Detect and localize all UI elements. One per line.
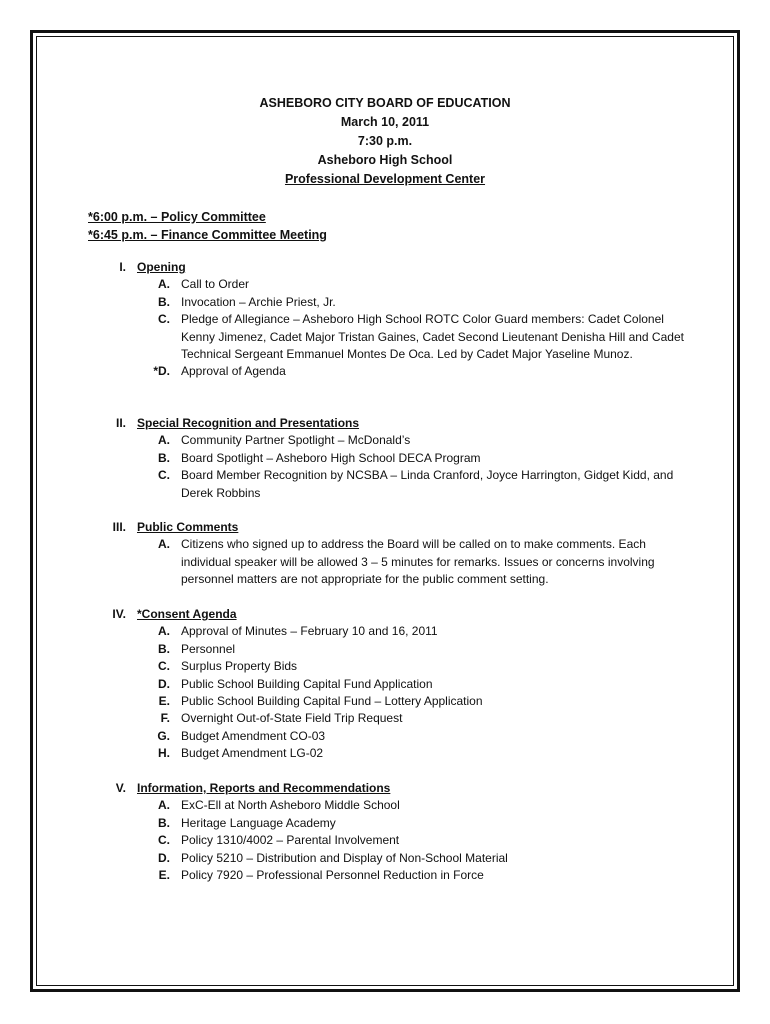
item-text: Policy 5210 – Distribution and Display of Non-School Material xyxy=(181,850,508,865)
item-text: Approval of Agenda xyxy=(181,364,286,379)
agenda-section-opening xyxy=(0,259,770,381)
agenda-item xyxy=(0,658,770,675)
agenda-item xyxy=(0,641,770,658)
item-text: Pledge of Allegiance – Asheboro High School ROTC Color Guard members: Cadet Colonel Kenny Jimenez, Cadet Major Tristan Gaines, Cadet Second Lieutenant Denisha Hill and Cadet Technical Sergeant Emmanuel Montes De Oca. Led by Cadet Major Yaseline Munoz. xyxy=(181,312,684,362)
item-letter: A. xyxy=(158,277,170,292)
section-title: Special Recognition and Presentations xyxy=(137,416,360,430)
item-letter: A. xyxy=(158,624,170,639)
agenda-item xyxy=(0,450,770,467)
item-text: Policy 1310/4002 – Parental Involvement xyxy=(181,833,400,848)
item-letter: B. xyxy=(158,294,170,309)
section-numeral: I. xyxy=(119,260,126,274)
agenda-item xyxy=(0,693,770,710)
item-text: Budget Amendment LG-02 xyxy=(181,746,324,761)
item-letter: A. xyxy=(158,798,170,813)
agenda-item xyxy=(0,728,770,745)
committee-schedule xyxy=(88,208,327,244)
document-header xyxy=(0,94,770,189)
section-title: *Consent Agenda xyxy=(137,607,237,621)
item-letter: A. xyxy=(158,433,170,448)
item-letter: B. xyxy=(158,815,170,830)
item-text: Board Spotlight – Asheboro High School DECA Program xyxy=(181,450,481,465)
item-text: Call to Order xyxy=(181,277,250,292)
item-letter: G. xyxy=(157,728,170,743)
item-text: Heritage Language Academy xyxy=(181,815,336,830)
item-letter: C. xyxy=(158,468,170,483)
item-letter: C. xyxy=(158,312,170,327)
section-numeral: IV. xyxy=(112,607,126,621)
section-title: Opening xyxy=(137,260,186,274)
item-text: Overnight Out-of-State Field Trip Request xyxy=(181,711,403,726)
agenda-item xyxy=(0,676,770,693)
meeting-time: 7:30 p.m. xyxy=(357,134,413,148)
agenda-item xyxy=(0,536,770,588)
section-title: Information, Reports and Recommendations xyxy=(137,781,391,795)
item-text: Public School Building Capital Fund – Lottery Application xyxy=(181,694,483,709)
item-text: ExC-Ell at North Asheboro Middle School xyxy=(181,798,400,813)
item-letter: *D. xyxy=(153,364,170,379)
item-text: Invocation – Archie Priest, Jr. xyxy=(181,294,336,309)
meeting-venue: Asheboro High School xyxy=(317,153,453,167)
item-text: Surplus Property Bids xyxy=(181,659,298,674)
policy-committee-line: *6:00 p.m. – Policy Committee xyxy=(88,210,266,224)
agenda-item xyxy=(0,832,770,849)
meeting-date: March 10, 2011 xyxy=(340,115,430,129)
board-name: ASHEBORO CITY BOARD OF EDUCATION xyxy=(259,96,511,110)
agenda-item xyxy=(0,294,770,311)
item-letter: B. xyxy=(158,641,170,656)
item-text: Public School Building Capital Fund Application xyxy=(181,676,433,691)
item-text: Personnel xyxy=(181,641,236,656)
item-letter: D. xyxy=(158,676,170,691)
agenda-section-public-comments xyxy=(0,519,770,589)
item-letter: C. xyxy=(158,833,170,848)
agenda-section-information xyxy=(0,780,770,884)
agenda-item xyxy=(0,867,770,884)
item-text: Budget Amendment CO-03 xyxy=(181,728,326,743)
agenda-item xyxy=(0,276,770,293)
item-letter: D. xyxy=(158,850,170,865)
agenda-item xyxy=(0,311,770,363)
agenda-item xyxy=(0,850,770,867)
finance-committee-line: *6:45 p.m. – Finance Committee Meeting xyxy=(88,228,327,242)
item-letter: H. xyxy=(158,746,170,761)
agenda-item xyxy=(0,623,770,640)
section-numeral: II. xyxy=(115,416,126,430)
item-text: Community Partner Spotlight – McDonald’s xyxy=(181,433,411,448)
agenda-item xyxy=(0,815,770,832)
meeting-room: Professional Development Center xyxy=(284,172,486,186)
section-numeral: III. xyxy=(112,520,126,534)
agenda-item xyxy=(0,745,770,762)
section-numeral: V. xyxy=(115,781,126,795)
item-letter: F. xyxy=(160,711,170,726)
item-letter: A. xyxy=(158,537,170,552)
item-text: Approval of Minutes – February 10 and 16, 2011 xyxy=(181,624,438,639)
section-title: Public Comments xyxy=(137,520,239,534)
item-text: Board Member Recognition by NCSBA – Linda Cranford, Joyce Harrington, Gidget Kidd, and Derek Robbins xyxy=(181,468,674,500)
agenda-item xyxy=(0,432,770,449)
item-text: Policy 7920 – Professional Personnel Reduction in Force xyxy=(181,868,484,883)
item-letter: B. xyxy=(158,450,170,465)
agenda-item xyxy=(0,710,770,727)
item-letter: E. xyxy=(158,868,170,883)
agenda-item xyxy=(0,797,770,814)
agenda-section-recognition xyxy=(0,415,770,502)
agenda-section-consent xyxy=(0,606,770,763)
agenda-item xyxy=(0,467,770,502)
agenda-item xyxy=(0,363,770,380)
item-text: Citizens who signed up to address the Board will be called on to make comments. Each individual speaker will be allowed 3 – 5 minutes for remarks. Issues or concerns involving personnel matters are not appropriate for the public comment setting. xyxy=(181,537,655,587)
item-letter: C. xyxy=(158,659,170,674)
item-letter: E. xyxy=(158,694,170,709)
